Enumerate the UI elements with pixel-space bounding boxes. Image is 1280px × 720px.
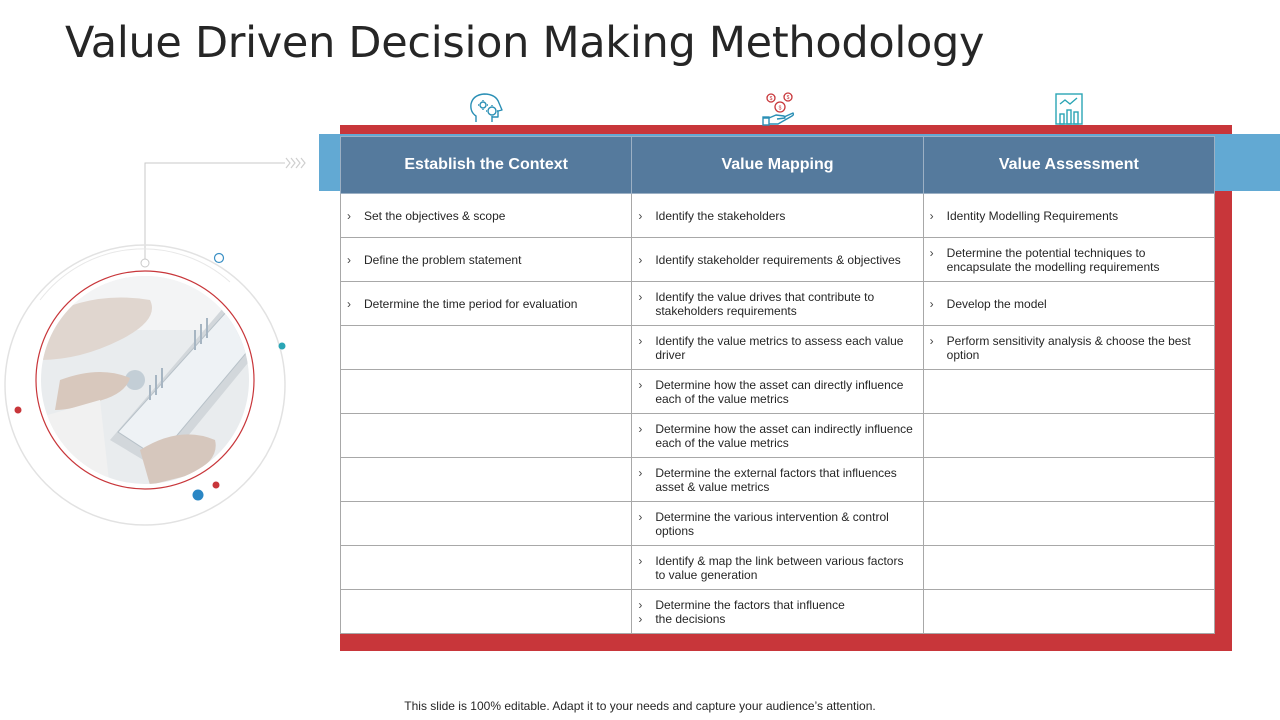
cell-text: Determine the potential techniques to encapsulate the modelling requirements <box>946 245 1160 274</box>
table-cell <box>341 414 632 458</box>
tablet-photo-graphic <box>0 150 320 530</box>
bullet-chevron-icon: › <box>638 597 643 612</box>
table-cell <box>341 238 632 282</box>
table-cell <box>632 326 923 370</box>
table-cell <box>341 370 632 414</box>
brain-gears-icon <box>466 90 506 128</box>
column-header-context: Establish the Context <box>341 137 632 194</box>
bullet-chevron-icon: › <box>929 333 934 348</box>
table-row <box>341 458 1215 502</box>
table-row <box>341 502 1215 546</box>
table-cell <box>923 414 1214 458</box>
cell-text: Define the problem statement <box>364 252 522 267</box>
table-row <box>341 370 1215 414</box>
table-cell <box>923 326 1214 370</box>
cell-text: Determine the time period for evaluation <box>364 296 578 311</box>
cell-text: the decisions <box>655 611 726 626</box>
table-cell <box>632 458 923 502</box>
table-cell <box>923 194 1214 238</box>
table-cell <box>341 546 632 590</box>
bullet-chevron-icon: › <box>638 553 643 568</box>
hand-money-icon <box>760 90 800 128</box>
table-cell <box>341 194 632 238</box>
table-cell <box>632 194 923 238</box>
bullet-chevron-icon: › <box>929 296 934 311</box>
column-header-value-mapping: Value Mapping <box>632 137 923 194</box>
bullet-chevron-icon: › <box>638 252 643 267</box>
bullet-chevron-icon: › <box>638 289 643 304</box>
table-cell <box>632 238 923 282</box>
table-cell <box>632 414 923 458</box>
bullet-chevron-icon: › <box>347 252 351 267</box>
table-cell <box>923 282 1214 326</box>
table-cell <box>632 502 923 546</box>
chart-report-icon <box>1050 90 1090 128</box>
table-cell <box>923 458 1214 502</box>
slide-title: Value Driven Decision Making Methodology <box>65 18 985 68</box>
methodology-table <box>340 136 1215 634</box>
bullet-chevron-icon: › <box>638 377 643 392</box>
bullet-chevron-icon: › <box>638 509 643 524</box>
table-cell <box>632 546 923 590</box>
cell-text: Identify the value metrics to assess each value driver <box>655 333 904 362</box>
bullet-chevron-icon: › <box>638 208 643 223</box>
table-cell <box>923 238 1214 282</box>
table-cell <box>923 502 1214 546</box>
table-cell <box>341 458 632 502</box>
svg-text:$: $ <box>786 95 790 101</box>
cell-text: Perform sensitivity analysis & choose the best option <box>946 333 1191 362</box>
table-row <box>341 326 1215 370</box>
table-cell <box>341 326 632 370</box>
table-cell <box>341 502 632 546</box>
cell-text: Identify the stakeholders <box>655 208 786 223</box>
cell-text: Determine the external factors that influences asset & value metrics <box>655 465 897 494</box>
cell-text: Identity Modelling Requirements <box>946 208 1119 223</box>
bullet-chevron-icon: › <box>929 208 934 223</box>
table-row <box>341 238 1215 282</box>
bullet-chevron-icon: › <box>638 421 643 436</box>
cell-text: Set the objectives & scope <box>364 208 506 223</box>
table-cell <box>632 282 923 326</box>
table-header-row <box>341 137 1215 194</box>
bullet-chevron-icon: › <box>347 208 351 223</box>
cell-text: Develop the model <box>946 296 1047 311</box>
table-cell <box>341 590 632 634</box>
svg-text:$: $ <box>769 96 773 102</box>
table-row <box>341 590 1215 634</box>
cell-text: Determine how the asset can directly influence each of the value metrics <box>655 377 904 406</box>
table-cell <box>923 546 1214 590</box>
bullet-chevron-icon: › <box>929 245 934 260</box>
table-row <box>341 194 1215 238</box>
svg-text:$: $ <box>778 105 782 112</box>
table-row <box>341 414 1215 458</box>
cell-text: Identify the value drives that contribute to stakeholders requirements <box>655 289 875 318</box>
cell-text: Identify stakeholder requirements & objectives <box>655 252 901 267</box>
table-cell <box>632 370 923 414</box>
table-row <box>341 546 1215 590</box>
bullet-chevron-icon: › <box>638 333 643 348</box>
bullet-chevron-icon: › <box>638 465 643 480</box>
footer-note: This slide is 100% editable. Adapt it to your needs and capture your audience’s attention. <box>404 699 876 713</box>
bullet-chevron-icon: › <box>638 611 643 626</box>
table-cell <box>632 590 923 634</box>
table-cell <box>341 282 632 326</box>
table-row <box>341 282 1215 326</box>
column-header-value-assessment: Value Assessment <box>923 137 1214 194</box>
table-cell <box>923 590 1214 634</box>
cell-text: Determine the factors that influence <box>655 597 845 612</box>
bullet-chevron-icon: › <box>347 296 351 311</box>
table-cell <box>923 370 1214 414</box>
cell-text: Identify & map the link between various factors to value generation <box>655 553 904 582</box>
cell-text: Determine how the asset can indirectly influence each of the value metrics <box>655 421 913 450</box>
cell-text: Determine the various intervention & control options <box>655 509 889 538</box>
